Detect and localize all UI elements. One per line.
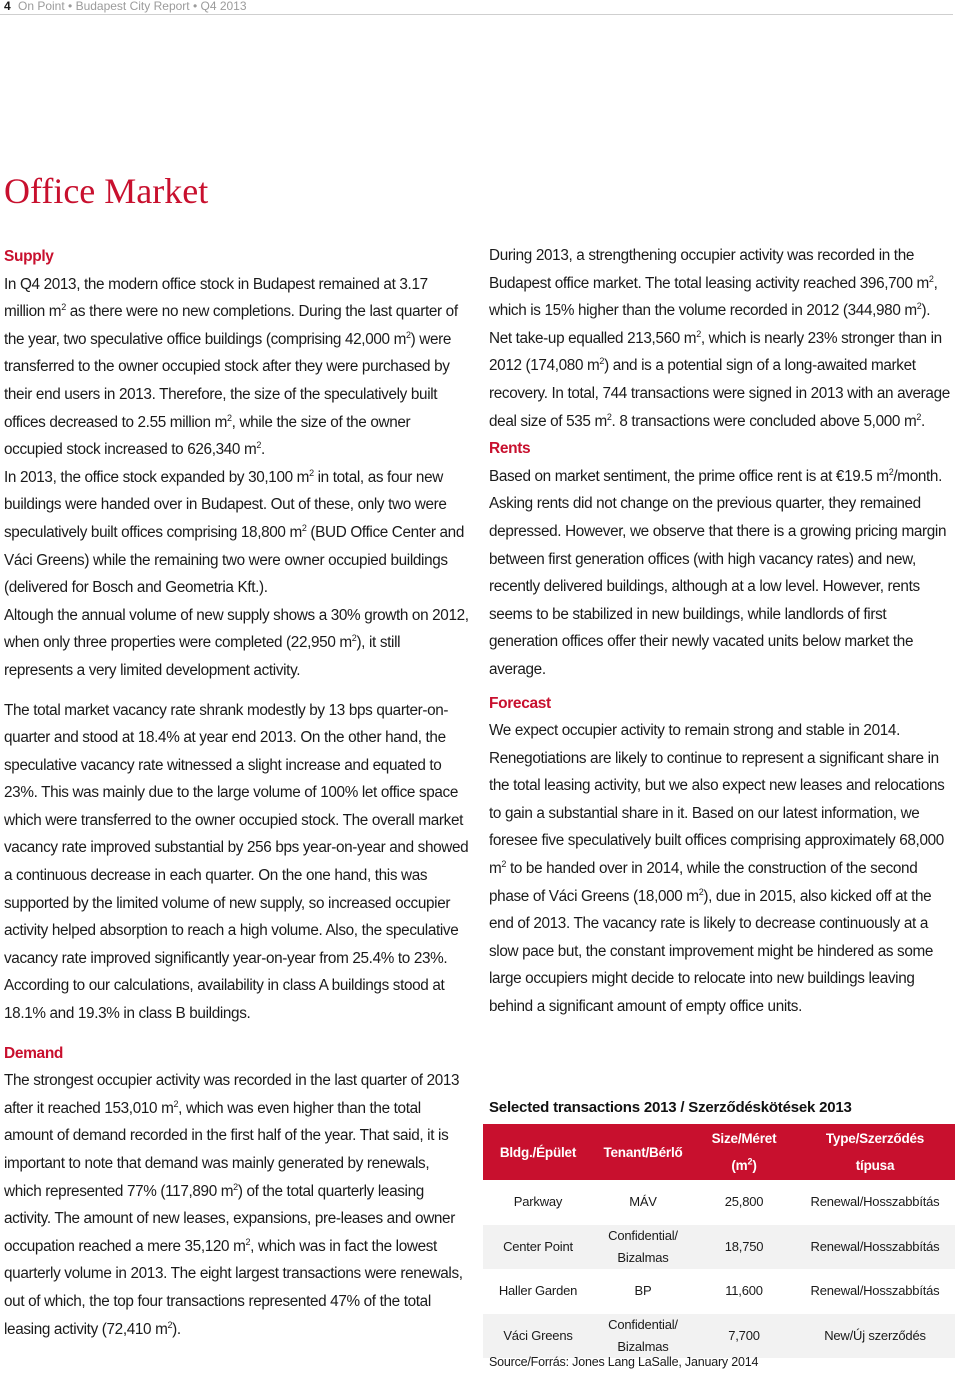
header-rule [0,14,953,15]
cell-building: Parkway [483,1180,593,1224]
table-title: Selected transactions 2013 / Szerződéskötések 2013 [489,1099,852,1116]
rents-heading: Rents [489,440,531,458]
vacancy-paragraph: The total market vacancy rate shrank modestly by 13 bps quarter-on-quarter and stood at 18.4% at year end 2013. On the other hand, the speculative vacancy rate witnessed a slight increase and equated to 23%. This was mainly due to the large volume of 100% let office space which were transferred to the owner occupied stock. The overall market vacancy rate improved substantial by 256 bps year-on-year and showed a continuous decrease in each quarter. On the one hand, this was supported by the limited volume of new supply, so increased occupier activity helped absorption to reach a high volume. Also, the speculative vacancy rate improved significantly year-on-year from 25.4% to 23%. According to our calculations, availability in class A buildings stood at 18.1% and 19.3% in class B buildings. [4,701,469,1023]
cell-tenant: BP [593,1269,693,1313]
cell-type: Renewal/Hosszabbítás [795,1224,955,1269]
table-source: Source/Forrás: Jones Lang LaSalle, January 2014 [489,1355,759,1369]
leasing-paragraph: During 2013, a strengthening occupier activity was recorded in the Budapest office market. The total leasing activity reached 396,700 $m^2$, which is 15% higher than the volume recorded in 2012 (344,980 $m^2$). Net take-up equalled 213,560 $m^2$, which is nearly 23% stronger than in 2012 (174,080 $m^2$) and is a potential sign of a long-awaited market recovery. In total, 744 transactions were signed in 2013 with an average deal size of 535 $m^2$. 8 transactions were concluded above 5,000 $m^2$. [489,247,950,430]
forecast-heading: Forecast [489,694,551,712]
supply-heading: Supply [4,248,54,265]
page-title: Office Market [4,171,209,211]
header-type: Type/Szerződés típusa [795,1124,955,1180]
cell-tenant: Confidential/ Bizalmas [593,1313,693,1358]
cell-tenant: MÁV [593,1180,693,1224]
header-tenant: Tenant/Bérlő [593,1124,693,1180]
cell-size: 25,800 [693,1180,795,1224]
supply-paragraph-3: Altough the annual volume of new supply shows a 30% growth on 2012, when only three properties were completed (22,950 $m^2$), it still represents a very limited development activity. [4,606,469,679]
table-row [483,1224,955,1269]
cell-tenant: Confidential/ Bizalmas [593,1224,693,1269]
cell-building: Haller Garden [483,1269,593,1313]
table-row [483,1313,955,1358]
left-column [4,243,470,1343]
transactions-table [483,1124,955,1359]
cell-type: New/Új szerződés [795,1313,955,1358]
cell-size: 7,700 [693,1313,795,1358]
cell-type: Renewal/Hosszabbítás [795,1269,955,1313]
page-header [0,0,960,14]
cell-building: Center Point [483,1224,593,1269]
cell-size: 11,600 [693,1269,795,1313]
supply-paragraph-1: In Q4 2013, the modern office stock in Budapest remained at 3.17 million $m^2$ as there were no new completions. During the last quarter of the year, two speculative office buildings (comprising 42,000 $m^2$) were transferred to the owner occupied stock after they were purchased by their end users in 2013. Therefore, the size of the speculatively built offices decreased to 2.55 million $m^2$, while the size of the owner occupied stock increased to 626,340 $m^2$. [4,275,458,459]
cell-type: Renewal/Hosszabbítás [795,1180,955,1224]
cell-building: Váci Greens [483,1313,593,1358]
table-row [483,1269,955,1313]
right-column [489,242,954,1021]
table-row [483,1180,955,1224]
forecast-paragraph: We expect occupier activity to remain strong and stable in 2014. Renegotiations are likely to continue to represent a significant share in the total leasing activity, but we also expect new leases and relocations to gain a substantial share in it. Based on our latest information, we foresee five speculatively built offices comprising approximately 68,000 $m^2$ to be handed over in 2014, while the construction of the second phase of Váci Greens (18,000 $m^2$), due in 2015, also kicked off at the end of 2013. The vacancy rate is likely to decrease continuously at a slow pace but, the constant improvement might be hindered as some large occupiers might decide to relocate into new buildings leaving behind a significant amount of empty office units. [489,722,945,1016]
table-header-row [483,1124,955,1180]
header-text: On Point • Budapest City Report • Q4 2013 [18,0,247,13]
demand-heading: Demand [4,1044,64,1062]
header-size: Size/Méret $(m^2)$ [693,1124,795,1180]
demand-paragraph: The strongest occupier activity was recorded in the last quarter of 2013 after it reached 153,010 $m^2$, which was even higher than the total amount of demand recorded in the first half of the year. That said, it is important to note that demand was mainly generated by renewals, which represented 77% (117,890 $m^2$) of the total quarterly leasing activity. The amount of new leases, expansions, pre-leases and owner occupation reached a mere 35,120 $m^2$, which was in fact the lowest quarterly volume in 2013. The eight largest transactions were renewals, out of which, the top four transactions represented 47% of the total leasing activity (72,410 $m^2$). [4,1072,463,1338]
rents-paragraph: Based on market sentiment, the prime office rent is at €19.5 $m^2$/month. Asking rents did not change on the previous quarter, they remained depressed. However, we observe that there is a growing pricing margin between first generation offices (with high vacancy rates) and new, recently delivered buildings, although at a low level. However, rents seems to be stabilized in new buildings, while landlords of first generation offices offer their newly vacated units below market the average. [489,466,947,678]
header-building: Bldg./Épület [483,1124,593,1180]
cell-size: 18,750 [693,1224,795,1269]
supply-paragraph-2: In 2013, the office stock expanded by 30,100 $m^2$ in total, as four new buildings were handed over in Budapest. Out of these, only two were speculatively built offices comprising 18,800 $m^2$ (BUD Office Center and Váci Greens) while the remaining two were owner occupied buildings (delivered for Bosch and Geometria Kft.). [4,467,464,597]
page-number: 4 [4,0,11,13]
